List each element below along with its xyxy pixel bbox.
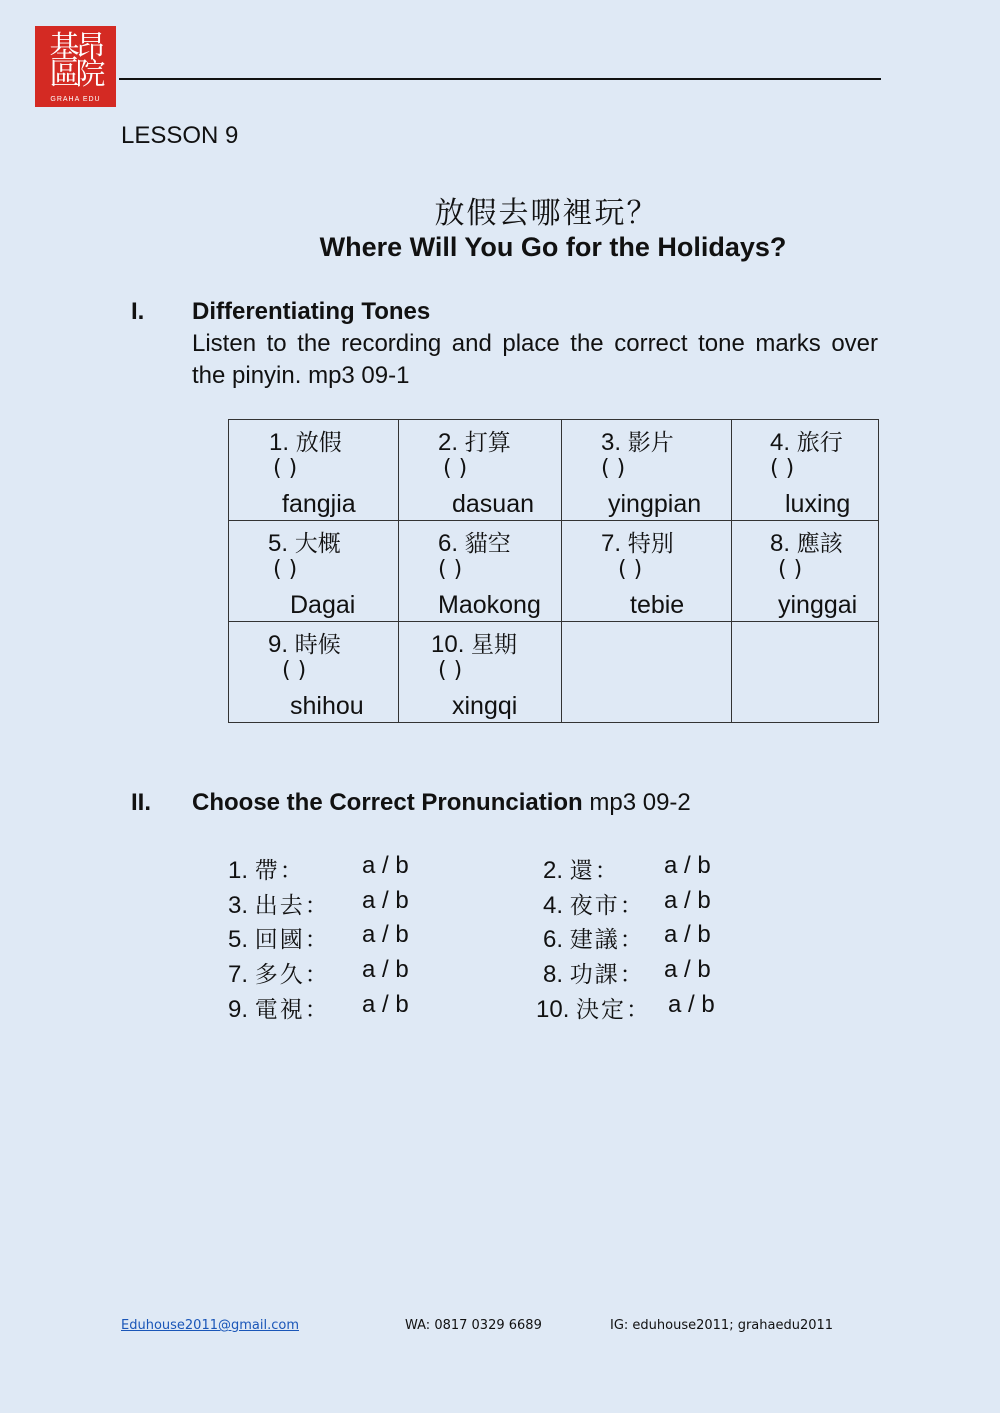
footer-instagram: IG: eduhouse2011; grahaedu2011 bbox=[610, 1318, 834, 1333]
item-number: 2. bbox=[438, 429, 459, 456]
answer-blank[interactable]: ( ) bbox=[273, 456, 298, 481]
email-link[interactable]: Eduhouse2011@gmail.com bbox=[121, 1318, 299, 1333]
answer-blank[interactable]: ( ) bbox=[282, 658, 307, 683]
cell-heading bbox=[438, 424, 511, 457]
item-chinese: 星期 bbox=[471, 632, 518, 658]
cell-heading bbox=[770, 424, 843, 457]
item-chinese: 應該 bbox=[796, 531, 843, 557]
item-chinese: 夜市： bbox=[569, 893, 645, 919]
pronunciation-item bbox=[228, 887, 330, 920]
item-number: 8. bbox=[770, 530, 791, 557]
item-number: 7. bbox=[601, 530, 622, 557]
empty-cell bbox=[562, 622, 732, 723]
section-1-instruction: Listen to the recording and place the correct tone marks over the pinyin. mp3 09-1 bbox=[192, 330, 878, 389]
item-chinese: 決定： bbox=[576, 997, 652, 1023]
item-chinese: 特別 bbox=[627, 531, 674, 557]
answer-blank[interactable]: ( ) bbox=[770, 456, 795, 481]
pronunciation-item bbox=[543, 887, 645, 920]
pronunciation-item bbox=[228, 991, 330, 1024]
item-number: 7. bbox=[228, 961, 249, 988]
item-pinyin: luxing bbox=[785, 490, 851, 518]
item-number: 4. bbox=[543, 892, 564, 919]
cell-heading bbox=[438, 525, 511, 558]
item-chinese: 多久： bbox=[254, 962, 330, 988]
logo-glyphs bbox=[41, 30, 110, 92]
footer-whatsapp: WA: 0817 0329 6689 bbox=[405, 1318, 542, 1333]
item-number: 5. bbox=[268, 530, 289, 557]
section-2-title: Choose the Correct Pronunciation bbox=[192, 789, 583, 816]
logo-glyph-text: 基昂 區院 bbox=[49, 30, 102, 92]
item-chinese: 功課： bbox=[569, 962, 645, 988]
item-chinese: 還： bbox=[569, 858, 620, 884]
brand-logo bbox=[35, 26, 116, 107]
choice-option[interactable]: a / b bbox=[362, 887, 409, 914]
item-chinese: 影片 bbox=[627, 430, 674, 456]
section-2-audio-ref: mp3 09-2 bbox=[582, 789, 691, 816]
cell-heading bbox=[431, 626, 517, 659]
answer-blank[interactable]: ( ) bbox=[438, 557, 463, 582]
item-number: 1. bbox=[228, 857, 249, 884]
item-pinyin: xingqi bbox=[452, 692, 518, 720]
item-chinese: 旅行 bbox=[796, 430, 843, 456]
pronunciation-item bbox=[228, 852, 305, 885]
item-number: 5. bbox=[228, 926, 249, 953]
pronunciation-item bbox=[536, 991, 651, 1024]
tone-cell[interactable] bbox=[732, 420, 879, 521]
item-number: 9. bbox=[228, 996, 249, 1023]
item-number: 3. bbox=[228, 892, 249, 919]
header-rule bbox=[119, 78, 881, 80]
cell-heading bbox=[268, 525, 341, 558]
pronunciation-item bbox=[543, 956, 645, 989]
section-1-title: Differentiating Tones bbox=[192, 298, 431, 325]
choice-option[interactable]: a / b bbox=[668, 991, 715, 1018]
section-1-number: I. bbox=[131, 298, 145, 325]
choice-option[interactable]: a / b bbox=[362, 956, 409, 983]
choice-option[interactable]: a / b bbox=[362, 991, 409, 1018]
choice-option[interactable]: a / b bbox=[664, 921, 711, 948]
item-pinyin: dasuan bbox=[452, 490, 535, 518]
cell-heading bbox=[268, 626, 341, 659]
pronunciation-item bbox=[543, 921, 645, 954]
section-2-number: II. bbox=[131, 789, 152, 816]
item-number: 2. bbox=[543, 857, 564, 884]
tone-cell[interactable] bbox=[562, 521, 732, 622]
answer-blank[interactable]: ( ) bbox=[443, 456, 468, 481]
item-pinyin: shihou bbox=[290, 692, 364, 720]
item-chinese: 貓空 bbox=[464, 531, 511, 557]
item-chinese: 電視： bbox=[254, 997, 330, 1023]
tone-cell[interactable] bbox=[399, 420, 562, 521]
title-english: Where Will You Go for the Holidays? bbox=[319, 232, 787, 262]
item-chinese: 打算 bbox=[464, 430, 511, 456]
item-chinese: 出去： bbox=[254, 893, 330, 919]
choice-option[interactable]: a / b bbox=[362, 852, 409, 879]
answer-blank[interactable]: ( ) bbox=[438, 658, 463, 683]
pronunciation-item bbox=[543, 852, 620, 885]
cell-heading bbox=[269, 424, 342, 457]
tone-cell[interactable] bbox=[732, 521, 879, 622]
item-number: 6. bbox=[543, 926, 564, 953]
item-number: 3. bbox=[601, 429, 622, 456]
answer-blank[interactable]: ( ) bbox=[273, 557, 298, 582]
pronunciation-item bbox=[228, 921, 330, 954]
title-chinese: 放假去哪裡玩？ bbox=[434, 196, 659, 231]
table-row bbox=[229, 420, 879, 521]
choice-option[interactable]: a / b bbox=[664, 887, 711, 914]
tone-cell[interactable] bbox=[229, 521, 399, 622]
tone-cell[interactable] bbox=[562, 420, 732, 521]
answer-blank[interactable]: ( ) bbox=[601, 456, 626, 481]
logo-subtitle: GRAHA EDU bbox=[50, 96, 101, 103]
item-pinyin: tebie bbox=[630, 591, 685, 619]
answer-blank[interactable]: ( ) bbox=[618, 557, 643, 582]
tone-cell[interactable] bbox=[399, 622, 562, 723]
choice-option[interactable]: a / b bbox=[362, 921, 409, 948]
item-chinese: 帶： bbox=[254, 858, 305, 884]
item-number: 1. bbox=[269, 429, 290, 456]
table-row bbox=[229, 622, 879, 723]
tone-cell[interactable] bbox=[229, 622, 399, 723]
item-number: 9. bbox=[268, 631, 289, 658]
cell-heading bbox=[770, 525, 843, 558]
item-number: 8. bbox=[543, 961, 564, 988]
item-chinese: 回國： bbox=[254, 927, 330, 953]
item-pinyin: Dagai bbox=[290, 591, 356, 619]
tones-table bbox=[228, 419, 879, 723]
pronunciation-item bbox=[228, 956, 330, 989]
item-pinyin: Maokong bbox=[438, 591, 541, 619]
item-chinese: 放假 bbox=[295, 430, 342, 456]
lesson-label: LESSON 9 bbox=[121, 122, 239, 149]
item-chinese: 建議： bbox=[569, 927, 645, 953]
item-number: 4. bbox=[770, 429, 791, 456]
item-number: 10. bbox=[536, 996, 570, 1023]
table-row bbox=[229, 521, 879, 622]
item-chinese: 大概 bbox=[294, 531, 341, 557]
item-pinyin: yinggai bbox=[778, 591, 858, 619]
item-chinese: 時候 bbox=[294, 632, 341, 658]
tone-cell[interactable] bbox=[229, 420, 399, 521]
footer-email[interactable] bbox=[121, 1318, 299, 1333]
cell-heading bbox=[601, 424, 674, 457]
item-pinyin: yingpian bbox=[608, 490, 702, 518]
cell-heading bbox=[601, 525, 674, 558]
tone-cell[interactable] bbox=[399, 521, 562, 622]
choice-option[interactable]: a / b bbox=[664, 956, 711, 983]
item-number: 6. bbox=[438, 530, 459, 557]
item-number: 10. bbox=[431, 631, 465, 658]
answer-blank[interactable]: ( ) bbox=[778, 557, 803, 582]
section-2-heading bbox=[192, 789, 691, 817]
empty-cell bbox=[732, 622, 879, 723]
item-pinyin: fangjia bbox=[282, 490, 356, 518]
choice-option[interactable]: a / b bbox=[664, 852, 711, 879]
